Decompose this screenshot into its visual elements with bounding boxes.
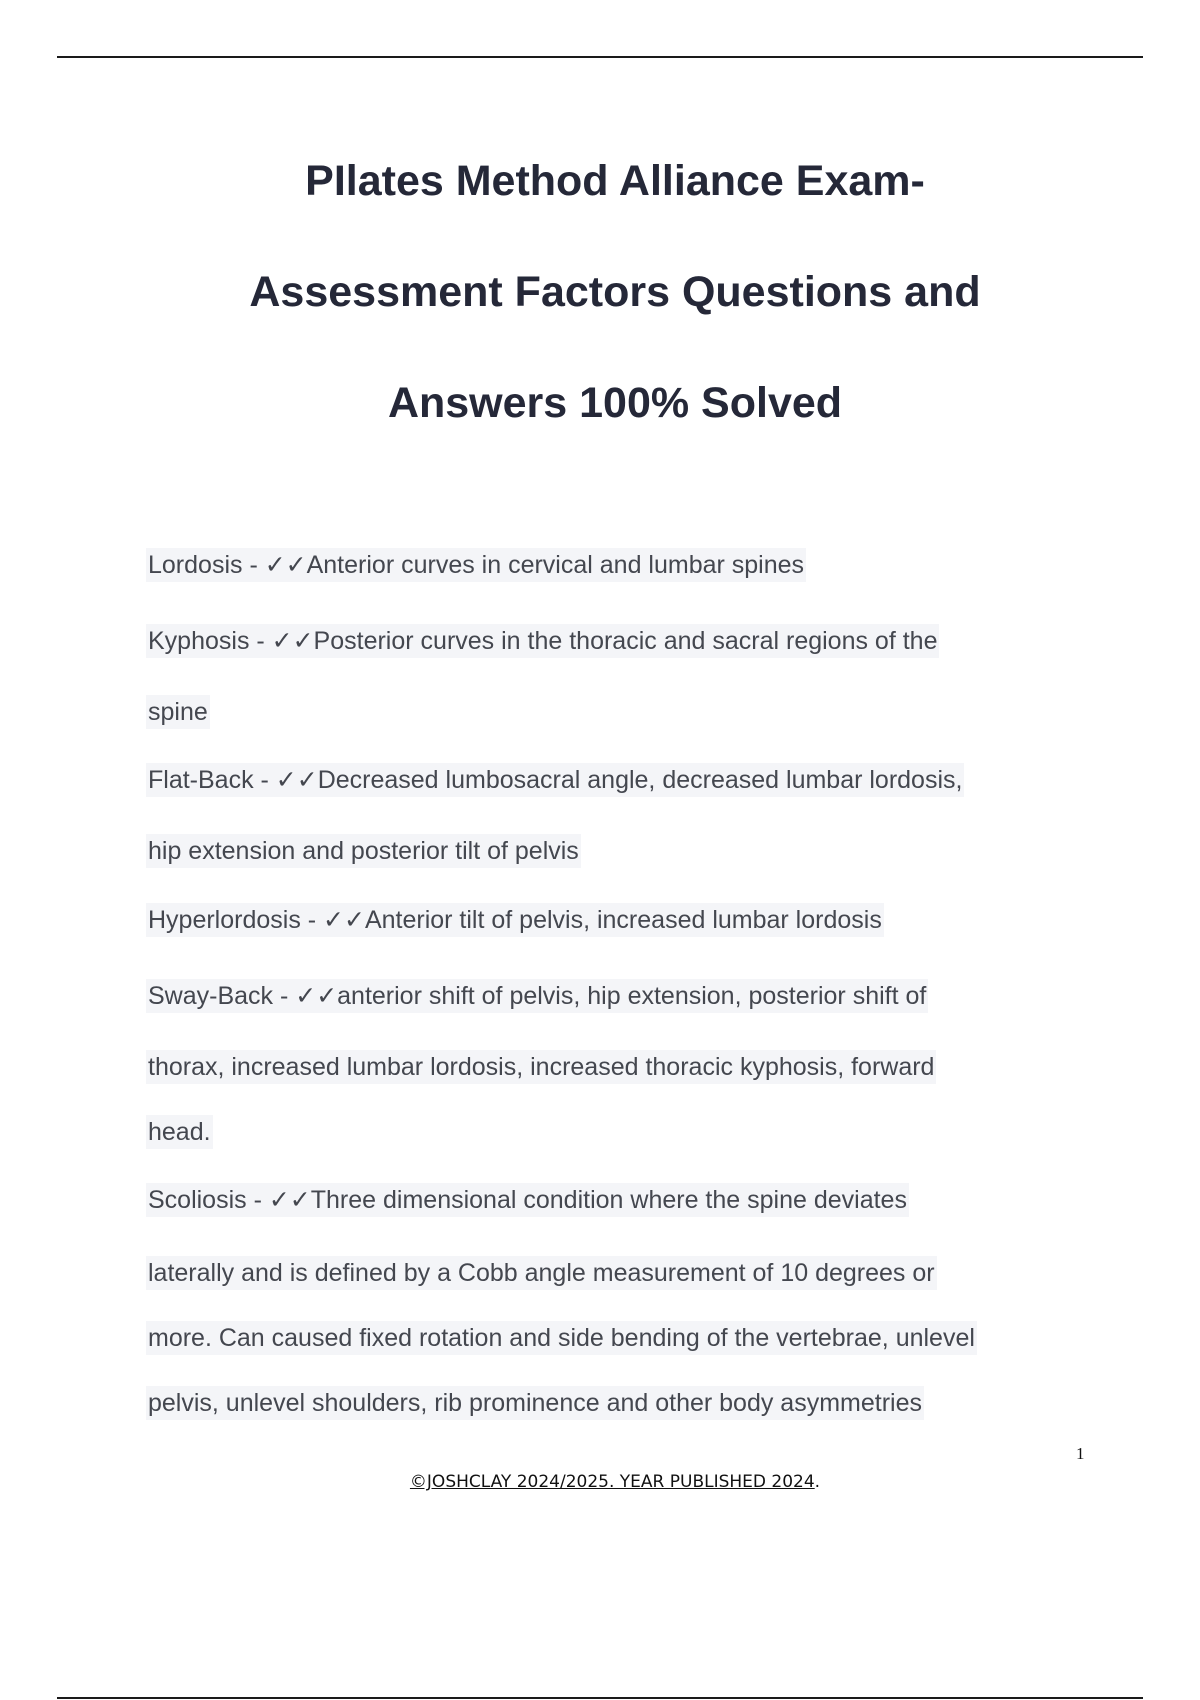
title-line: Answers 100% Solved <box>387 379 843 427</box>
copyright-footer <box>0 1472 1200 1492</box>
entry-line: laterally and is defined by a Cobb angle measurement of 10 degrees or <box>146 1256 937 1290</box>
entry-line: Hyperlordosis - ✓✓Anterior tilt of pelvis, increased lumbar lordosis <box>146 903 884 937</box>
entry-line: more. Can caused fixed rotation and side bending of the vertebrae, unlevel <box>146 1321 977 1355</box>
footer-period: . <box>814 1472 821 1492</box>
bottom-rule <box>57 1697 1143 1699</box>
entry-line: Lordosis - ✓✓Anterior curves in cervical and lumbar spines <box>146 548 806 582</box>
entry-line: thorax, increased lumbar lordosis, increased thoracic kyphosis, forward <box>146 1050 936 1084</box>
title-line: PIlates Method Alliance Exam- <box>305 157 925 205</box>
entry-line: Scoliosis - ✓✓Three dimensional condition where the spine deviates <box>146 1183 909 1217</box>
entry-line: Kyphosis - ✓✓Posterior curves in the thoracic and sacral regions of the <box>146 624 939 658</box>
entry-line: Flat-Back - ✓✓Decreased lumbosacral angle, decreased lumbar lordosis, <box>146 763 964 797</box>
footer-text: ©JOSHCLAY 2024/2025. YEAR PUBLISHED 2024 <box>409 1472 815 1492</box>
entry-line: head. <box>146 1115 213 1149</box>
entry-line: hip extension and posterior tilt of pelvis <box>146 834 581 868</box>
top-rule <box>57 56 1143 58</box>
entry-line: Sway-Back - ✓✓anterior shift of pelvis, hip extension, posterior shift of <box>146 979 928 1013</box>
entry-line: spine <box>146 695 210 729</box>
page-number: 1 <box>1076 1444 1085 1463</box>
document-title <box>120 126 1110 459</box>
title-line: Assessment Factors Questions and <box>249 268 981 316</box>
entry-line: pelvis, unlevel shoulders, rib prominence and other body asymmetries <box>146 1386 924 1420</box>
